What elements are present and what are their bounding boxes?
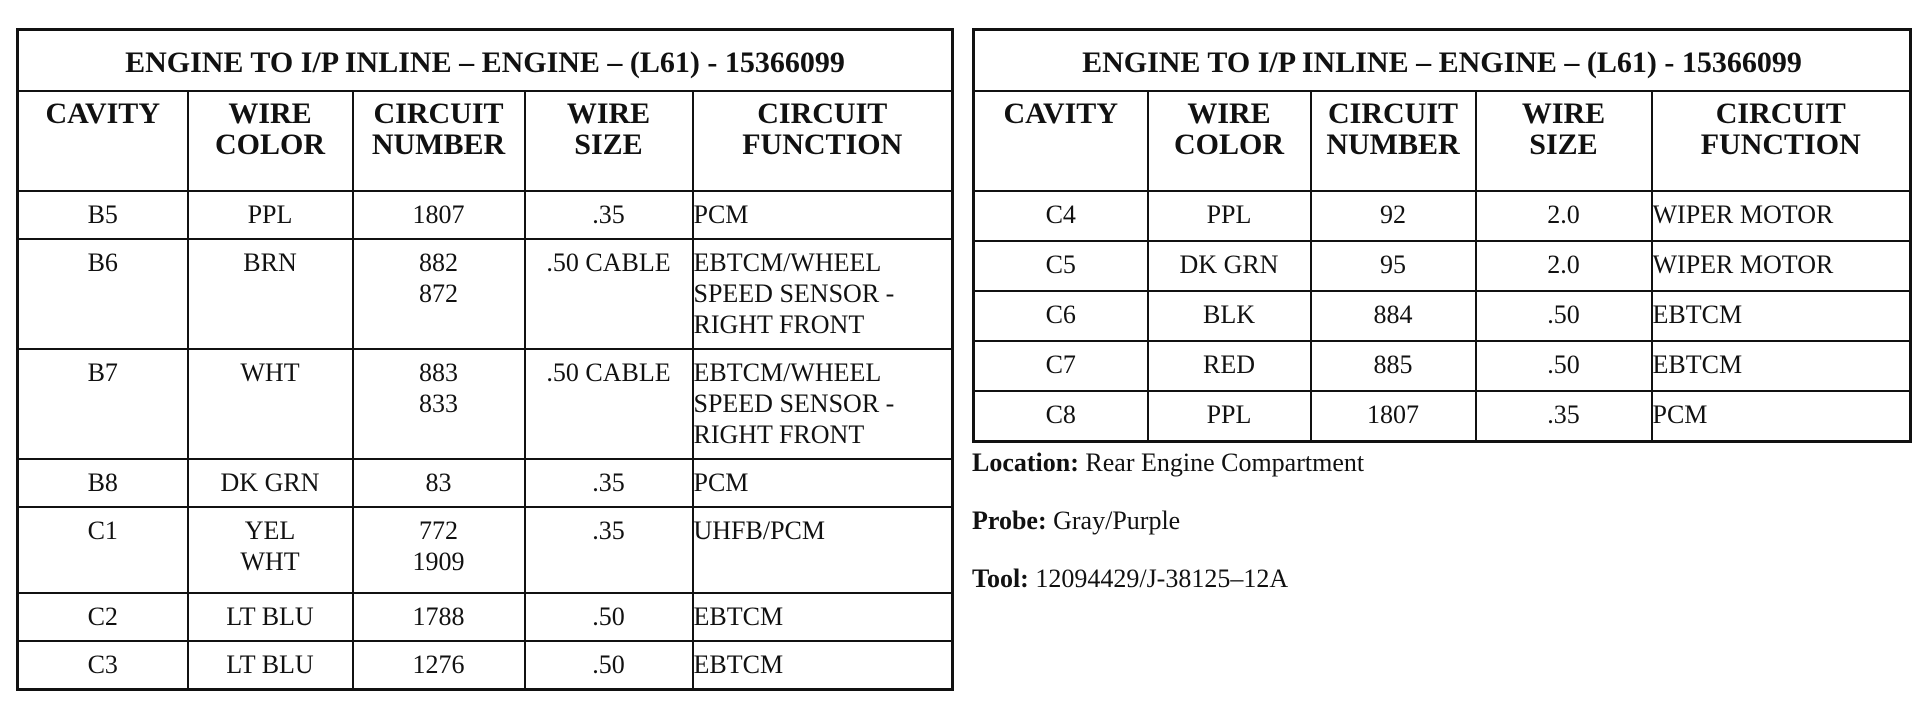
wire-color-cell: YEL WHT <box>188 507 353 593</box>
cavity-cell: B7 <box>18 349 188 459</box>
circuit-number-cell: 1788 <box>353 593 525 641</box>
table-row <box>18 593 953 641</box>
wire-size-cell: .50 <box>1476 291 1652 341</box>
table-row <box>18 239 953 349</box>
column-header-circuit-function: CIRCUIT FUNCTION <box>693 91 953 191</box>
cavity-cell: C1 <box>18 507 188 593</box>
location-line <box>972 448 1364 478</box>
wire-size-cell: .50 CABLE <box>525 239 693 349</box>
header-row <box>18 91 953 191</box>
circuit-number-cell: 92 <box>1311 191 1476 241</box>
cavity-cell: C8 <box>974 391 1148 441</box>
circuit-function-cell: EBTCM/WHEEL SPEED SENSOR - RIGHT FRONT <box>693 239 953 349</box>
connector-table-right <box>972 28 1912 443</box>
wire-size-cell: 2.0 <box>1476 191 1652 241</box>
circuit-function-cell: WIPER MOTOR <box>1652 191 1911 241</box>
wire-color-cell: DK GRN <box>1148 241 1311 291</box>
column-header-wire-color: WIRE COLOR <box>188 91 353 191</box>
circuit-number-cell: 882 872 <box>353 239 525 349</box>
column-header-circuit-number: CIRCUIT NUMBER <box>353 91 525 191</box>
table-row <box>974 341 1911 391</box>
circuit-function-cell: EBTCM/WHEEL SPEED SENSOR - RIGHT FRONT <box>693 349 953 459</box>
circuit-number-cell: 1807 <box>1311 391 1476 441</box>
circuit-number-cell: 95 <box>1311 241 1476 291</box>
wire-color-cell: RED <box>1148 341 1311 391</box>
table-row <box>18 459 953 507</box>
tool-value: 12094429/J-38125–12A <box>1035 564 1289 593</box>
wire-color-cell: PPL <box>188 191 353 239</box>
circuit-function-cell: WIPER MOTOR <box>1652 241 1911 291</box>
wire-size-cell: .50 CABLE <box>525 349 693 459</box>
cavity-cell: C5 <box>974 241 1148 291</box>
wire-size-cell: .50 <box>525 641 693 689</box>
wire-color-cell: LT BLU <box>188 593 353 641</box>
wire-size-cell: .35 <box>525 459 693 507</box>
circuit-number-cell: 1807 <box>353 191 525 239</box>
cavity-cell: C6 <box>974 291 1148 341</box>
tool-line <box>972 564 1288 594</box>
circuit-function-cell: EBTCM <box>693 641 953 689</box>
wire-color-cell: PPL <box>1148 391 1311 441</box>
circuit-number-cell: 885 <box>1311 341 1476 391</box>
wire-size-cell: .35 <box>525 191 693 239</box>
cavity-cell: B8 <box>18 459 188 507</box>
circuit-number-cell: 1276 <box>353 641 525 689</box>
table-title: ENGINE TO I/P INLINE – ENGINE – (L61) - 15366099 <box>974 30 1911 92</box>
wire-color-cell: DK GRN <box>188 459 353 507</box>
table-row <box>18 507 953 593</box>
column-header-cavity: CAVITY <box>974 91 1148 191</box>
column-header-circuit-function: CIRCUIT FUNCTION <box>1652 91 1911 191</box>
table-row <box>974 291 1911 341</box>
table-title: ENGINE TO I/P INLINE – ENGINE – (L61) - 15366099 <box>18 30 953 92</box>
circuit-number-cell: 883 833 <box>353 349 525 459</box>
probe-label: Probe: <box>972 506 1047 535</box>
cavity-cell: B6 <box>18 239 188 349</box>
circuit-number-cell: 83 <box>353 459 525 507</box>
column-header-wire-size: WIRE SIZE <box>525 91 693 191</box>
column-header-circuit-number: CIRCUIT NUMBER <box>1311 91 1476 191</box>
header-row <box>974 91 1911 191</box>
wire-color-cell: WHT <box>188 349 353 459</box>
tool-label: Tool: <box>972 564 1029 593</box>
cavity-cell: B5 <box>18 191 188 239</box>
circuit-function-cell: PCM <box>693 459 953 507</box>
circuit-function-cell: PCM <box>693 191 953 239</box>
wire-color-cell: PPL <box>1148 191 1311 241</box>
table-row <box>18 641 953 689</box>
table-row <box>974 391 1911 441</box>
table-row <box>18 191 953 239</box>
table-row <box>18 349 953 459</box>
circuit-number-cell: 772 1909 <box>353 507 525 593</box>
column-header-wire-size: WIRE SIZE <box>1476 91 1652 191</box>
table-row <box>974 241 1911 291</box>
cavity-cell: C4 <box>974 191 1148 241</box>
probe-line <box>972 506 1180 536</box>
wire-color-cell: BRN <box>188 239 353 349</box>
column-header-wire-color: WIRE COLOR <box>1148 91 1311 191</box>
wire-size-cell: .50 <box>525 593 693 641</box>
circuit-function-cell: EBTCM <box>1652 291 1911 341</box>
wire-size-cell: .35 <box>525 507 693 593</box>
column-header-cavity: CAVITY <box>18 91 188 191</box>
circuit-function-cell: PCM <box>1652 391 1911 441</box>
circuit-number-cell: 884 <box>1311 291 1476 341</box>
location-label: Location: <box>972 448 1079 477</box>
wire-size-cell: 2.0 <box>1476 241 1652 291</box>
circuit-function-cell: EBTCM <box>693 593 953 641</box>
wire-size-cell: .35 <box>1476 391 1652 441</box>
circuit-function-cell: EBTCM <box>1652 341 1911 391</box>
location-value: Rear Engine Compartment <box>1085 448 1365 477</box>
circuit-function-cell: UHFB/PCM <box>693 507 953 593</box>
wire-color-cell: LT BLU <box>188 641 353 689</box>
wire-size-cell: .50 <box>1476 341 1652 391</box>
probe-value: Gray/Purple <box>1053 506 1181 535</box>
connector-table-left <box>16 28 954 691</box>
wire-color-cell: BLK <box>1148 291 1311 341</box>
cavity-cell: C2 <box>18 593 188 641</box>
table-row <box>974 191 1911 241</box>
cavity-cell: C3 <box>18 641 188 689</box>
cavity-cell: C7 <box>974 341 1148 391</box>
